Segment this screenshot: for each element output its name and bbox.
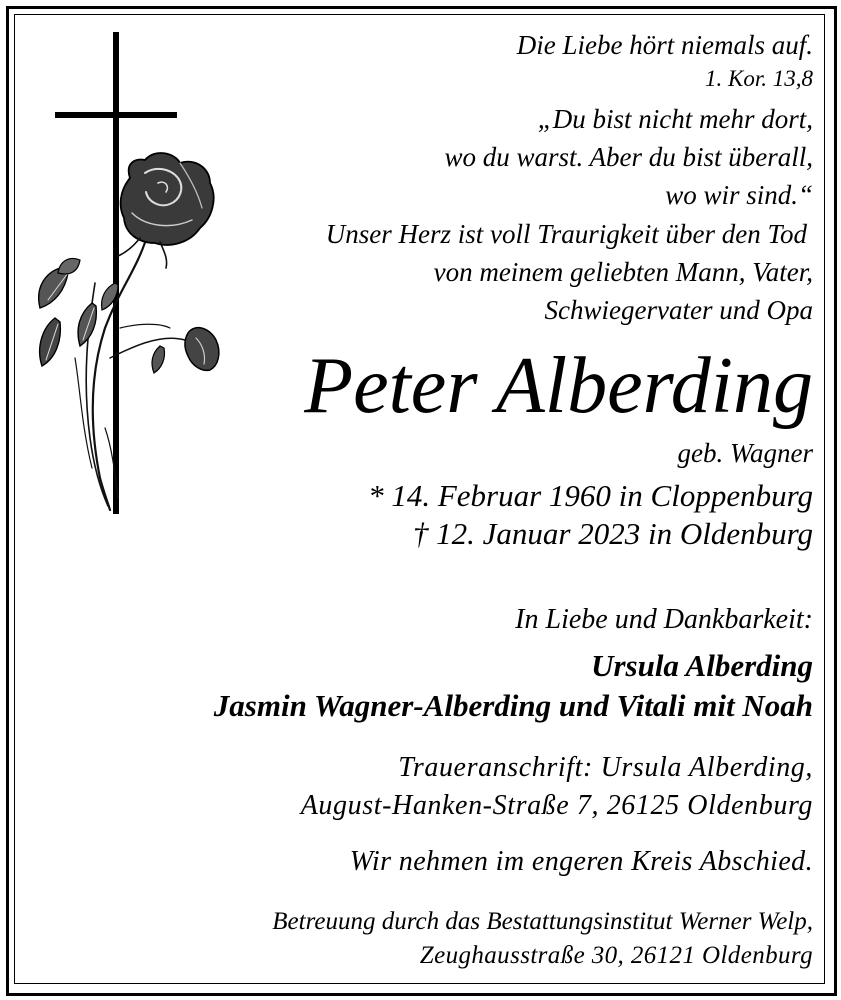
undertaker-line-2: Zeughausstraße 30, 26121 Oldenburg	[419, 942, 813, 969]
mourners-intro: In Liebe und Dankbarkeit:	[515, 604, 813, 635]
announcement-line-3: Schwiegervater und Opa	[544, 295, 813, 325]
verse-text: Die Liebe hört niemals auf.	[516, 30, 813, 60]
birth-date: * 14. Februar 1960 in Cloppenburg	[368, 478, 813, 513]
announcement-line-2: von meinem geliebten Mann, Vater,	[433, 257, 813, 287]
death-date: † 12. Januar 2023 in Oldenburg	[412, 516, 813, 551]
quote-line-2: wo du warst. Aber du bist überall,	[444, 142, 813, 172]
cross-icon	[113, 32, 119, 514]
address-line-2: August-Hanken-Straße 7, 26125 Oldenburg	[300, 790, 813, 821]
quote-line-3: wo wir sind.“	[665, 180, 813, 210]
rose-icon	[39, 153, 219, 510]
verse-reference: 1. Kor. 13,8	[705, 66, 813, 91]
deceased-name: Peter Alberding	[304, 342, 813, 430]
birth-name: geb. Wagner	[677, 438, 813, 468]
cross-rose-illustration	[20, 28, 235, 518]
undertaker-line-1: Betreuung durch das Bestattungsinstitut Werner Welp,	[272, 908, 813, 935]
farewell-text: Wir nehmen im engeren Kreis Abschied.	[349, 846, 813, 877]
announcement-line-1: Unser Herz ist voll Traurigkeit über den Tod	[325, 219, 807, 249]
mourner-line-1: Ursula Alberding	[591, 648, 813, 683]
mourner-line-2: Jasmin Wagner-Alberding und Vitali mit Noah	[213, 688, 813, 723]
quote-line-1: „Du bist nicht mehr dort,	[537, 104, 813, 134]
address-line-1: Traueranschrift: Ursula Alberding,	[398, 752, 813, 783]
